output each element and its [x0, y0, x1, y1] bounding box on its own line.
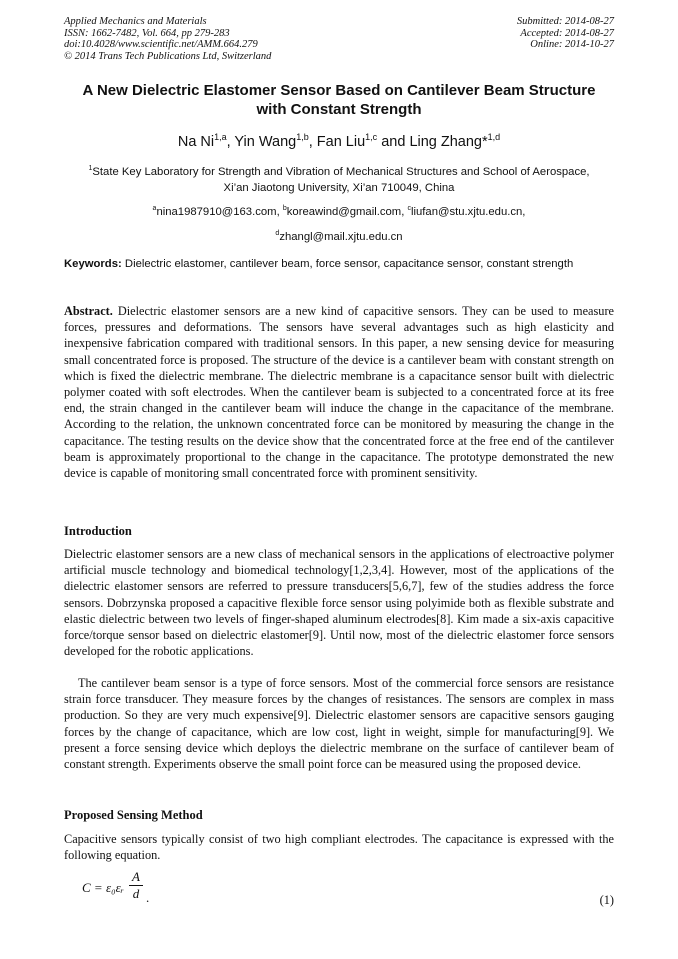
keywords [64, 257, 614, 272]
email-line-1 [56, 198, 622, 223]
author-affil-sup: 1,c [365, 132, 378, 142]
author-separator: , [308, 133, 317, 150]
email-list [56, 198, 622, 248]
equation-number: (1) [599, 893, 614, 907]
author-name: Yin Wang [234, 133, 297, 150]
equation-lhs: C = ε₀εᵣ [82, 880, 124, 895]
email-c: liufan@stu.xjtu.edu.cn, [410, 205, 526, 218]
equation-period: . [146, 890, 150, 905]
author-list [56, 128, 622, 151]
author-name: Na Ni [177, 133, 215, 150]
method-heading: Proposed Sensing Method [64, 808, 203, 822]
author-name: Fan Liu [316, 133, 366, 150]
equation-fraction [129, 870, 143, 901]
abstract-label: Abstract. [64, 304, 113, 318]
affiliation-sup: 1 [88, 165, 93, 172]
submitted-date: Submitted: 2014-08-27 [516, 16, 614, 27]
online-date: Online: 2014-10-27 [530, 39, 614, 50]
abstract [64, 303, 614, 481]
author-affil-sup: 1,a [214, 132, 227, 142]
email-a: nina1987910@163.com, [156, 205, 283, 218]
affiliation [62, 161, 616, 196]
equation-numerator: A [132, 869, 140, 884]
introduction-heading: Introduction [64, 524, 132, 538]
doi-line: doi:10.4028/www.scientific.net/AMM.664.279 [64, 39, 258, 50]
issn-line: ISSN: 1662-7482, Vol. 664, pp 279-283 [64, 27, 230, 39]
email-sup: c [407, 205, 411, 212]
introduction-paragraph-2: The cantilever beam sensor is a type of force sensors. Most of the commercial force sensors are resistance strain force transducer. They measure forces by the changes of resistances. The sensors are complex in mass production. So they are very much expensive[9]. Dielectric elastomer sensors are capacitive sensors gauging forces by the change of capacitance, which are low cost, light in weight, simple for manufacturing[9]. We present a force sensing device which deploys the dielectric membrane on the surface of cantilever beam of constant strength. Experiments observe the small point force can be measured using the proposed device. [64, 676, 614, 772]
email-sup: b [282, 205, 287, 212]
equation-1 [82, 868, 182, 908]
author-affil-sup: 1,b [296, 132, 309, 142]
journal-name: Applied Mechanics and Materials [64, 16, 207, 27]
email-sup: d [275, 229, 280, 237]
method-paragraph-1: Capacitive sensors typically consist of two high compliant electrodes. The capacitance is expressed with the following equation. [64, 832, 614, 863]
accepted-date: Accepted: 2014-08-27 [520, 27, 614, 39]
email-sup: a [152, 205, 157, 212]
equation-denominator: d [132, 886, 140, 901]
email-d: zhangl@mail.xjtu.edu.cn [279, 230, 403, 243]
title-line-1: A New Dielectric Elastomer Sensor Based on Cantilever Beam Structure [82, 82, 596, 99]
dates-info [517, 16, 614, 51]
keywords-text: Dielectric elastomer, cantilever beam, force sensor, capacitance sensor, constant strength [121, 258, 574, 270]
affiliation-line-1 [62, 161, 616, 180]
keywords-label: Keywords: [64, 258, 122, 270]
affiliation-line-2: Xi’an Jiaotong University, Xi’an 710049, China [223, 181, 455, 194]
email-b: koreawind@gmail.com, [286, 205, 408, 218]
affiliation-text: State Key Laboratory for Strength and Vibration of Mechanical Structures and School of Aerospace, [92, 165, 590, 178]
journal-info [64, 16, 271, 62]
email-line-2 [56, 223, 622, 248]
author-name: Ling Zhang* [409, 133, 488, 150]
title-line-2: with Constant Strength [256, 101, 422, 118]
author-separator: , [226, 133, 235, 150]
introduction-paragraph-1: Dielectric elastomer sensors are a new class of mechanical sensors in the applications of electroactive polymer artificial muscle technology and biomedical technology[1,2,3,4]. However, most of the applications of the dielectric elastomer sensors are referred to pressure transducers[5,6,7], few of the studies address the force sensors. Dobrzynska proposed a capacitive flexible force sensor using polyimide both as flexible substrate and elastic dielectric between two levels of finger-shaped aluminum electrodes[8]. Kim made a six-axis capacitive force/torque sensor based on dielectric elastomer[9]. Until now, most of the dielectric elastomer force sensors developed for the robotic applications. [64, 547, 614, 659]
paper-title [56, 81, 622, 119]
copyright-line: © 2014 Trans Tech Publications Ltd, Switzerland [64, 50, 272, 62]
abstract-text: Dielectric elastomer sensors are a new kind of capacitive sensors. They can be used to measure forces, pressures and deformations. The sensors have several advantages such as high elasticity and inexpensive fabrication compared with traditional sensors. In this paper, a new sensing device for measuring small concentrated force is proposed. The structure of the device is a cantilever beam with constant strength on which is fixed the dielectric membrane. The dielectric membrane is a capacitance sensor built with dielectric polymer coated with soft electrodes. When the cantilever beam is subjected to a concentrated force at its free end, the strain changed in the cantilever beam will induce the change in the capacitance of the membrane. According to the relation, the unknown concentrated force can be monitored by measuring the change in the capacitance. The testing results on the device show that the concentrated force at the free end of the cantilever beam is approximately proportional to the change in the capacitance. The prototype demonstrated the new device is capable of monitoring small concentrated force with prominent sensitivity. [64, 304, 614, 481]
author-affil-sup: 1,d [487, 132, 501, 142]
author-separator: and [377, 133, 410, 150]
